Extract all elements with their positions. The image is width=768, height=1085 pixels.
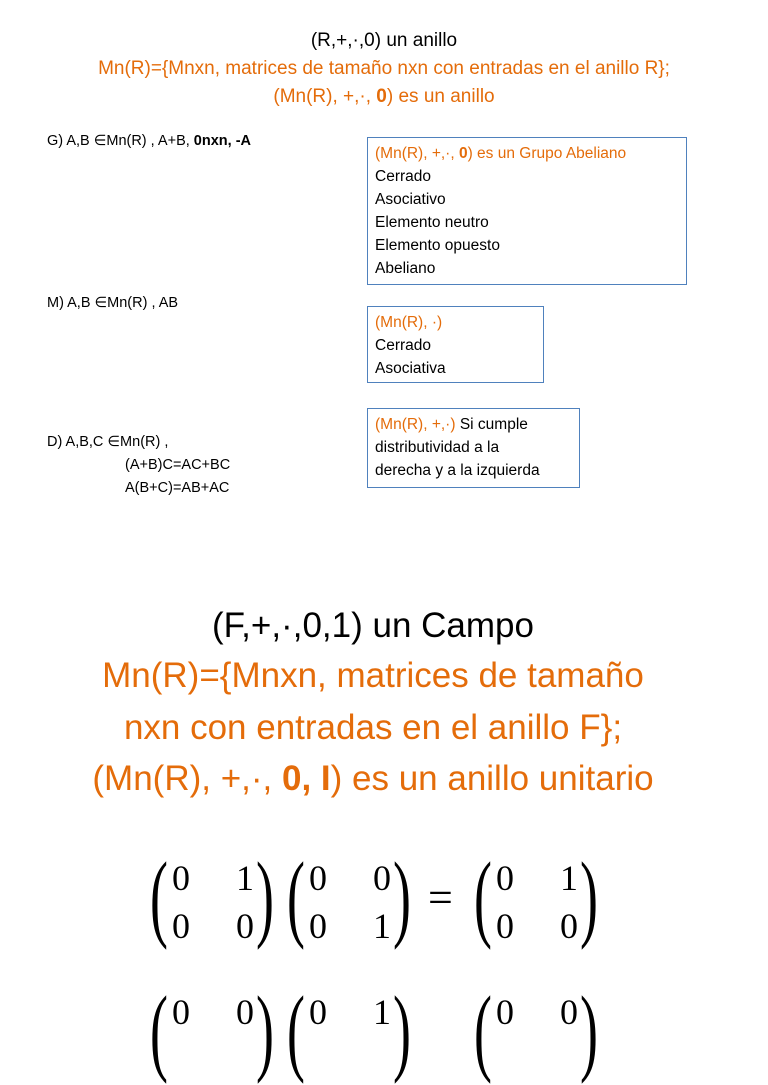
matrix-equation-2	[0, 977, 768, 1085]
matrix-e: ( 0 1 )	[287, 977, 411, 1085]
distributivity-line-1: (Mn(R), +,·) Si cumple	[375, 416, 528, 433]
group-axiom-line: G) A,B ∈Mn(R) , A+B, 0nxn, -A	[47, 133, 251, 149]
monoid-box-title: (Mn(R), ·)	[375, 314, 443, 331]
right-paren-icon: )	[256, 843, 274, 951]
field-definition-2: nxn con entradas en el anillo F};	[123, 708, 623, 747]
field-definition-1: Mn(R)={Mnxn, matrices de tamaño	[102, 656, 644, 695]
monoid-associative: Asociativa	[375, 360, 446, 377]
property-abelian: Abeliano	[375, 260, 436, 277]
left-distributive-eq: A(B+C)=AB+AC	[125, 480, 230, 496]
right-paren-icon: )	[393, 843, 411, 951]
property-closed: Cerrado	[375, 168, 431, 185]
field-claim: (Mn(R), +,·, 0, I) es un anillo unitario	[92, 759, 654, 798]
distributivity-box	[367, 408, 580, 488]
monoid-closed: Cerrado	[375, 337, 431, 354]
abelian-group-box-title: (Mn(R), +,·, 0) es un Grupo Abeliano	[375, 145, 627, 162]
equals-sign: =	[428, 873, 453, 922]
left-paren-icon: (	[474, 843, 492, 951]
matrix-f: ( 0 0 )	[474, 977, 598, 1085]
field-title: (F,+,·,0,1) un Campo	[212, 606, 534, 645]
matrix-result: ( 0 1 0 0 )	[474, 843, 598, 951]
ring-title: (R,+,·,0) un anillo	[310, 30, 458, 51]
monoid-axiom-line: M) A,B ∈Mn(R) , AB	[47, 295, 179, 311]
matrix-equation	[0, 843, 768, 951]
ring-claim: (Mn(R), +,·, 0) es un anillo	[273, 86, 495, 107]
left-paren-icon: (	[150, 977, 168, 1085]
property-opposite: Elemento opuesto	[375, 237, 500, 254]
matrix-a: ( 0 1 0 0 )	[150, 843, 274, 951]
distributivity-line-2: distributividad a la	[375, 439, 500, 456]
property-neutral: Elemento neutro	[375, 214, 489, 231]
ring-definition: Mn(R)={Mnxn, matrices de tamaño nxn con entradas en el anillo R};	[98, 58, 670, 79]
matrix-d: ( 0 0 )	[150, 977, 274, 1085]
left-paren-icon: (	[287, 843, 305, 951]
monoid-box	[367, 306, 544, 383]
abelian-group-box	[367, 137, 687, 285]
right-paren-icon: )	[580, 977, 598, 1085]
property-associative: Asociativo	[375, 191, 446, 208]
distributive-axiom-line: D) A,B,C ∈Mn(R) ,	[47, 434, 169, 450]
left-paren-icon: (	[150, 843, 168, 951]
right-distributive-eq: (A+B)C=AC+BC	[125, 457, 231, 473]
left-paren-icon: (	[287, 977, 305, 1085]
right-paren-icon: )	[256, 977, 274, 1085]
distributivity-line-3: derecha y a la izquierda	[375, 462, 540, 479]
right-paren-icon: )	[393, 977, 411, 1085]
right-paren-icon: )	[580, 843, 598, 951]
left-paren-icon: (	[474, 977, 492, 1085]
matrix-b: ( 0 0 0 1 )	[287, 843, 411, 951]
